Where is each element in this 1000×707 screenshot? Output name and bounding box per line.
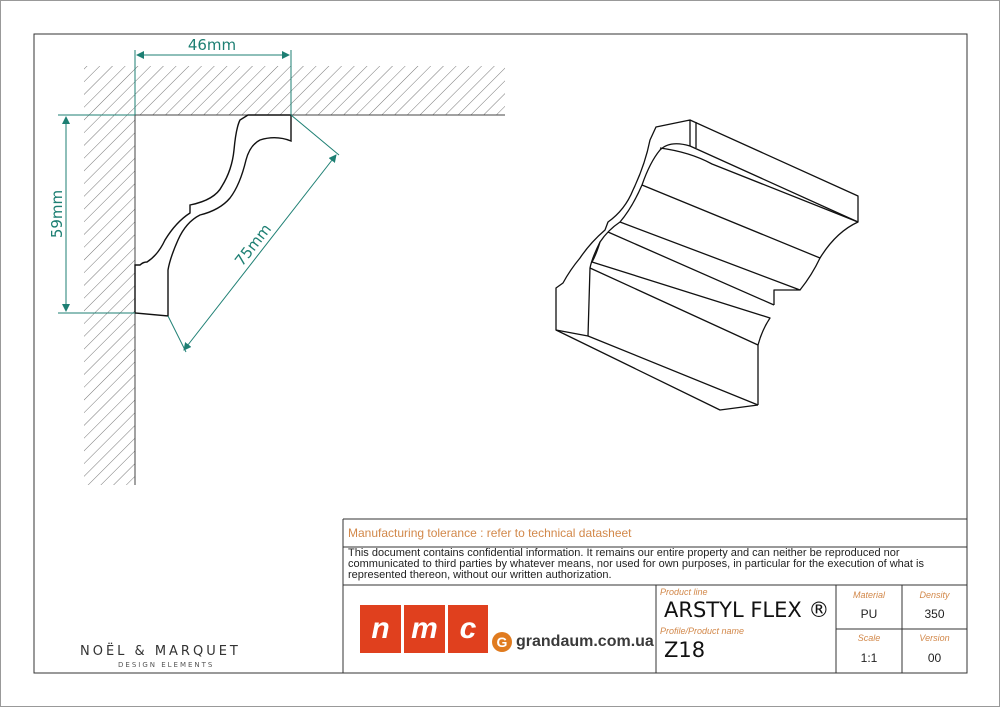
- product-line-label: Product line: [660, 587, 708, 597]
- nmc-box-n: n: [360, 605, 401, 653]
- tolerance-note: Manufacturing tolerance : refer to technical datasheet: [348, 526, 632, 540]
- product-name-label: Profile/Product name: [660, 626, 745, 636]
- density-label: Density: [919, 590, 950, 600]
- nmc-box-c: c: [448, 605, 488, 653]
- scale-label: Scale: [857, 633, 881, 643]
- nmc-box-m: m: [404, 605, 445, 653]
- material-value: PU: [860, 607, 878, 621]
- scale-value: 1:1: [860, 651, 878, 665]
- grandaum-logo: [492, 630, 654, 654]
- moulding-profile: [135, 115, 291, 316]
- brand-sub: DESIGN ELEMENTS: [118, 661, 215, 669]
- grandaum-mark-icon: G: [492, 632, 512, 652]
- diagonal-label: 75mm: [231, 220, 276, 270]
- product-name: Z18: [664, 638, 706, 662]
- nmc-logo: [360, 605, 488, 653]
- brand-name: NOËL & MARQUET: [80, 644, 241, 659]
- confidential-note: This document contains confidential information. It remains our entire property and can neither be reproduced nor communicated to third parties by whatever means, nor used for own purposes, in particular for the execution of what is represented thereon, without our written authorization.: [348, 547, 924, 581]
- material-label: Material: [852, 590, 885, 600]
- version-label: Version: [919, 633, 950, 643]
- density-value: 350: [924, 607, 945, 621]
- moulding-3d-view: [556, 120, 858, 410]
- grandaum-text: grandaum.com.ua: [516, 633, 654, 650]
- product-line: ARSTYL FLEX ®: [664, 598, 830, 622]
- version-value: 00: [927, 651, 942, 665]
- width-label: 46mm: [187, 36, 237, 54]
- height-label: 59mm: [48, 189, 66, 239]
